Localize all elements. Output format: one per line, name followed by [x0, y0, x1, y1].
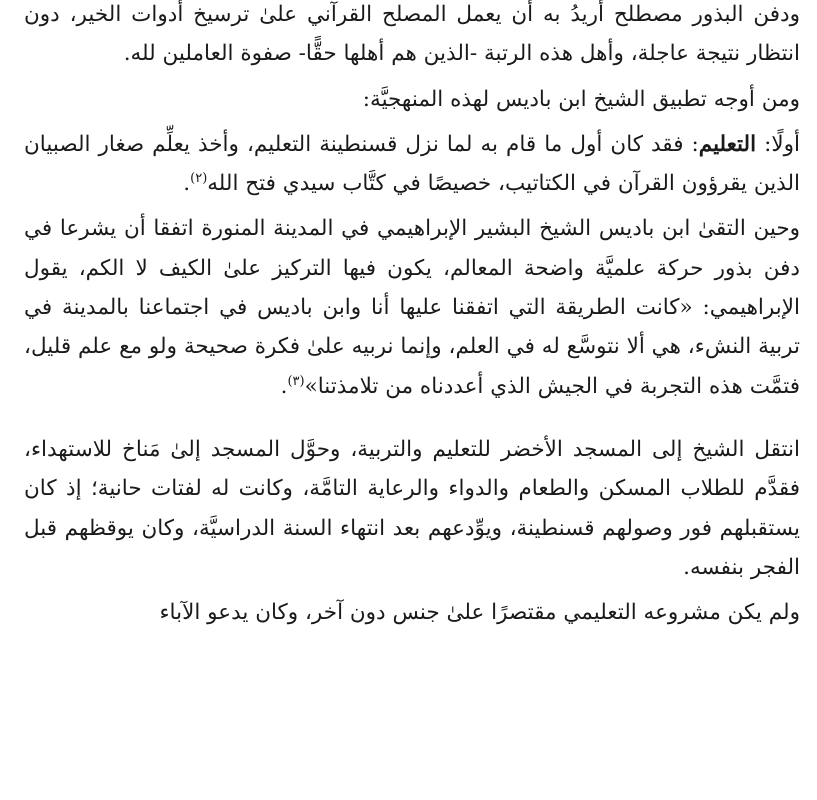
- paragraph-green-mosque: انتقل الشيخ إلى المسجد الأخضر للتعليم والتربية، وحوَّل المسجد إلىٰ مَناخ للاستهداء، فقدَّم للطلاب المسكن والطعام والدواء والرعاية التامَّة، وكانت له لفتات حانية؛ إذ كان يستقبلهم فور وصولهم قسنطينة، ويوِّدعهم بعد انتهاء السنة الدراسيَّة، وكان يوقظهم قبل الفجر بنفسه.: [24, 436, 800, 580]
- section-lead-term: التعليم: [698, 131, 757, 157]
- paragraph-education-project: ولم يكن مشروعه التعليمي مقتصرًا علىٰ جنس دون آخر، وكان يدعو الآباء: [159, 600, 800, 626]
- paragraph-methodology-intro: ومن أوجه تطبيق الشيخ ابن باديس لهذه المنهجيَّة:: [362, 86, 800, 112]
- sentence-end: .: [280, 373, 288, 399]
- paragraph-teaching: [24, 125, 800, 204]
- paragraph-ibrahimi-quote: [24, 209, 800, 405]
- footnote-ref[interactable]: (٣): [287, 373, 305, 389]
- paragraph-seed-planting: ودفن البذور مصطلح أريدُ به أن يعمل المصلح القرآني علىٰ ترسيخ أدوات الخير، دون انتظار نتيجة عاجلة، وأهل هذه الرتبة -الذين هم أهلها حقًّا- صفوة العاملين لله.: [24, 2, 800, 67]
- footnote-ref[interactable]: (٢): [190, 171, 208, 187]
- paragraph-body: : فقد كان أول ما قام به لما نزل قسنطينة التعليم، وأخذ يعلِّم صغار الصبيان الذين يقرؤون القرآن في الكتاتيب، خصيصًا في كتَّاب سيدي فتح الله: [24, 131, 800, 197]
- paragraph-body: وحين التقىٰ ابن باديس الشيخ البشير الإبراهيمي في المدينة المنورة اتفقا أن يشرعا في دفن بذور حركة علميَّة واضحة المعالم، يكون فيها التركيز علىٰ الكيف لا الكم، يقول الإبراهيمي: «كانت الطريقة التي اتفقنا عليها أنا وابن باديس في اجتماعنا بالمدينة في تربية النشء، هي ألا نتوسَّع له في العلم، وإنما نربيه علىٰ فكرة صحيحة ولو مع علم قليل، فتمَّت هذه التجربة في الجيش الذي أعددناه من تلامذتنا»: [24, 216, 800, 399]
- sentence-end: .: [183, 171, 191, 197]
- list-marker: أولًا:: [756, 131, 800, 157]
